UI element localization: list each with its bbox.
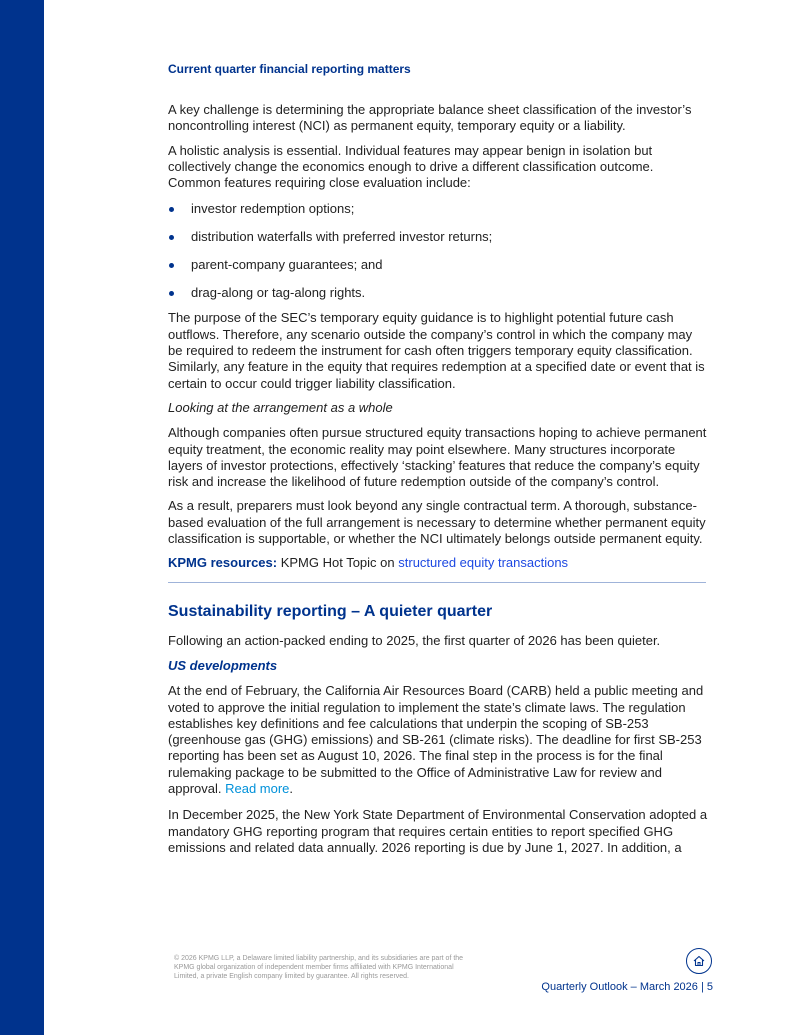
sustainability-intro: Following an action-packed ending to 2025, the first quarter of 2026 has been quieter. — [168, 632, 661, 648]
list-item: distribution waterfalls with preferred investor returns; — [168, 229, 708, 245]
resources-text: KPMG Hot Topic on — [277, 555, 399, 571]
main-content — [168, 62, 708, 864]
paragraph-sec-guidance: The purpose of the SEC’s temporary equity guidance is to highlight potential future cash outflows. Therefore, any scenario outside the company’s control in which the company may be required to redeem the instrument for cash often triggers temporary equity classification. Similarly, any feature in the equity that requires redemption at a specified date or event that is certain to occur could trigger liability classification. — [168, 310, 705, 391]
read-more-link[interactable]: Read more — [225, 781, 290, 797]
section-label: Current quarter financial reporting matters — [168, 62, 411, 76]
list-item: parent-company guarantees; and — [168, 257, 708, 273]
home-button[interactable] — [686, 948, 712, 974]
structured-equity-link[interactable]: structured equity transactions — [398, 555, 569, 571]
feature-list — [168, 201, 708, 301]
paragraph-preparers: As a result, preparers must look beyond any single contractual term. A thorough, substance-based evaluation of the full arrangement is necessary to determine whether permanent equity classification is supportable, or whether the NCI ultimately belongs outside permanent equity. — [168, 498, 706, 547]
side-bar — [0, 0, 44, 1035]
list-item: drag-along or tag-along rights. — [168, 285, 708, 301]
paragraph-holistic: A holistic analysis is essential. Individual features may appear benign in isolation but collectively change the economics enough to drive a different classification outcome. Common features requiring close evaluation include: — [168, 142, 654, 191]
resources-label: KPMG resources: — [168, 555, 278, 571]
carb-end: . — [289, 781, 294, 797]
footer-page-label: Quarterly Outlook – March 2026 | 5 — [541, 981, 713, 993]
resources-line — [168, 555, 708, 571]
paragraph-new-york: In December 2025, the New York State Department of Environmental Conservation adopted a mandatory GHG reporting program that requires certain entities to report specified GHG emissions and related data annually. 2026 reporting is due by June 1, 2027. In addition, a — [168, 807, 708, 855]
home-icon — [692, 954, 706, 968]
footer-legal: © 2026 KPMG LLP, a Delaware limited liability partnership, and its subsidiaries are part of the KPMG global organization of independent member firms affiliated with KPMG International Limited, a private English company limited by guarantee. All rights reserved. — [174, 955, 464, 980]
paragraph-structures: Although companies often pursue structured equity transactions hoping to achieve permanent equity treatment, the economic reality may point elsewhere. Many structures incorporate layers of investor protections, effectively ‘stacking’ features that reduce the company’s equity risk and increase the likelihood of future redemption outside of the company’s control. — [168, 425, 707, 490]
us-developments-heading: US developments — [168, 657, 278, 673]
carb-text: At the end of February, the California Air Resources Board (CARB) held a public meeting and voted to approve the initial regulation to implement the state’s climate laws. The regulation establishes key definitions and fee calculations that underpin the scoping of SB-253 (greenhouse gas (GHG) emissions) and SB-261 (climate risks). The deadline for first SB-253 reporting has been set as August 10, 2026. The final step in the process is for the final rulemaking package to be submitted to the Office of Administrative Law for review and approval. — [168, 683, 704, 797]
sustainability-heading: Sustainability reporting – A quieter quarter — [168, 602, 493, 620]
paragraph-carb — [168, 683, 708, 797]
paragraph-nci: A key challenge is determining the appropriate balance sheet classification of the investor’s noncontrolling interest (NCI) as permanent equity, temporary equity or a liability. — [168, 102, 692, 134]
list-item: investor redemption options; — [168, 201, 708, 217]
divider — [168, 582, 706, 583]
italic-heading: Looking at the arrangement as a whole — [168, 399, 393, 415]
